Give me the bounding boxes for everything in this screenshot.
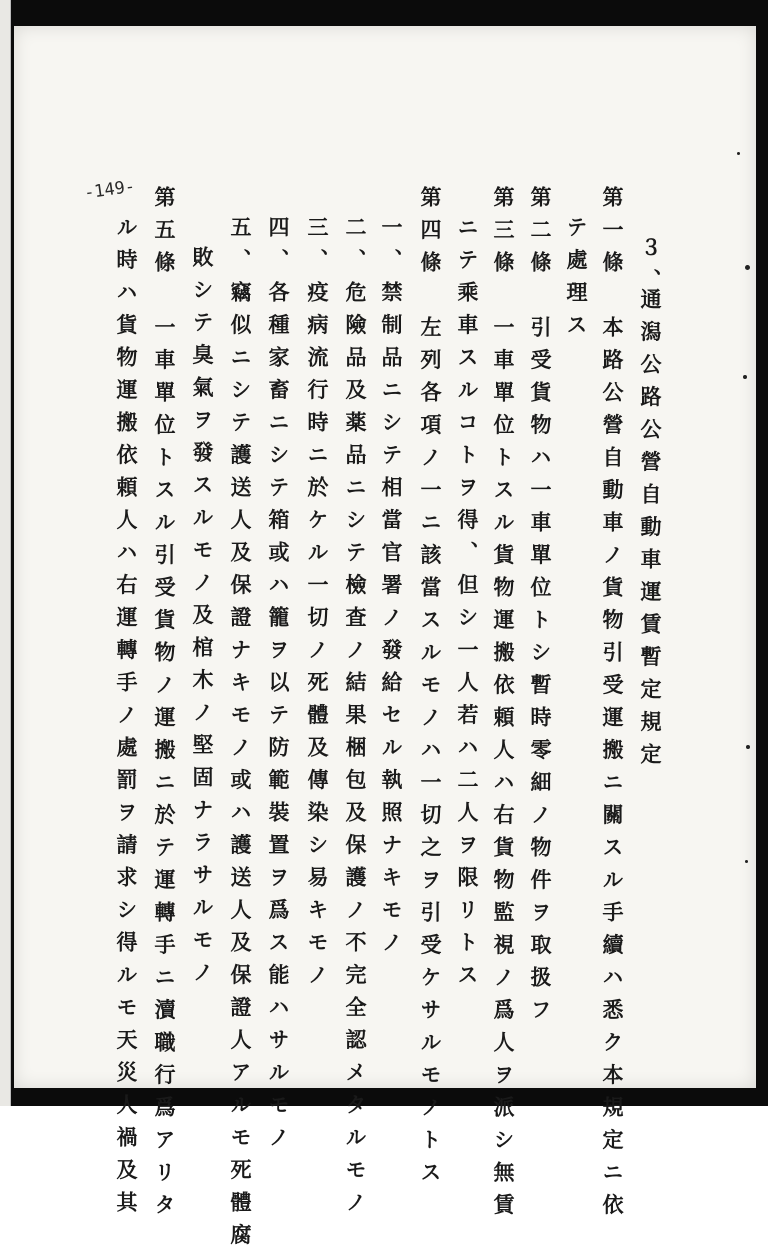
article-4-line-1: 第四條 左列各項ノ一ニ該當スルモノハ一切之ヲ引受ケサルモノトス xyxy=(418,186,443,1194)
article-1-line-1: 第一條 本路公營自動車ノ貨物引受運搬ニ關スル手續ハ悉ク本規定ニ依 xyxy=(600,186,625,1226)
speck-mark xyxy=(745,860,748,863)
speck-mark xyxy=(745,265,750,270)
article-2-line-1: 第二條 引受貨物ハ一車單位トシ暫時零細ノ物件ヲ取扱フ xyxy=(528,186,553,1031)
speck-mark xyxy=(743,375,747,379)
speck-mark xyxy=(746,745,750,749)
article-4-item-5: 五、竊似ニシテ護送人及保證ナキモノ或ハ護送人及保證人アルモ死體腐 xyxy=(228,216,253,1256)
article-4-item-4: 四、各種家畜ニシテ箱或ハ籠ヲ以テ防範裝置ヲ爲ス能ハサルモノ xyxy=(266,216,291,1159)
article-4-item-1: 一、禁制品ニシテ相當官署ノ發給セル執照ナキモノ xyxy=(379,216,404,964)
article-1-line-2: テ處理ス xyxy=(564,216,589,346)
article-3-line-2: ニテ乘車スルコトヲ得、但シ一人若ハ二人ヲ限リトス xyxy=(455,216,480,996)
speck-mark xyxy=(737,152,740,155)
article-5-line-1: 第五條 一車單位トスル引受貨物ノ運搬ニ於テ運轉手ニ瀆職行爲アリタ xyxy=(152,186,177,1226)
line-article-label-3: ３、 xyxy=(638,236,663,301)
article-4-item-2: 二、危險品及薬品ニシテ檢査ノ結果梱包及保護ノ不完全認メタルモノ xyxy=(343,216,368,1224)
handwritten-page-number: -149- xyxy=(82,176,137,204)
article-3-line-1: 第三條 一車單位トスル貨物運搬依頼人ハ右貨物監視ノ爲人ヲ派シ無賃 xyxy=(491,186,516,1226)
article-4-item-5-cont: 敗シテ臭氣ヲ發スルモノ及棺木ノ堅固ナラサルモノ xyxy=(190,246,215,994)
page-edge-strip xyxy=(0,0,11,1106)
article-4-item-3: 三、疫病流行時ニ於ケル一切ノ死體及傳染シ易キモノ xyxy=(305,216,330,996)
document-title: 通潟公路公營自動車運賃暫定規定 xyxy=(638,288,663,776)
article-5-line-2: ル時ハ貨物運搬依頼人ハ右運轉手ノ處罰ヲ請求シ得ルモ天災人禍及其 xyxy=(114,216,139,1224)
